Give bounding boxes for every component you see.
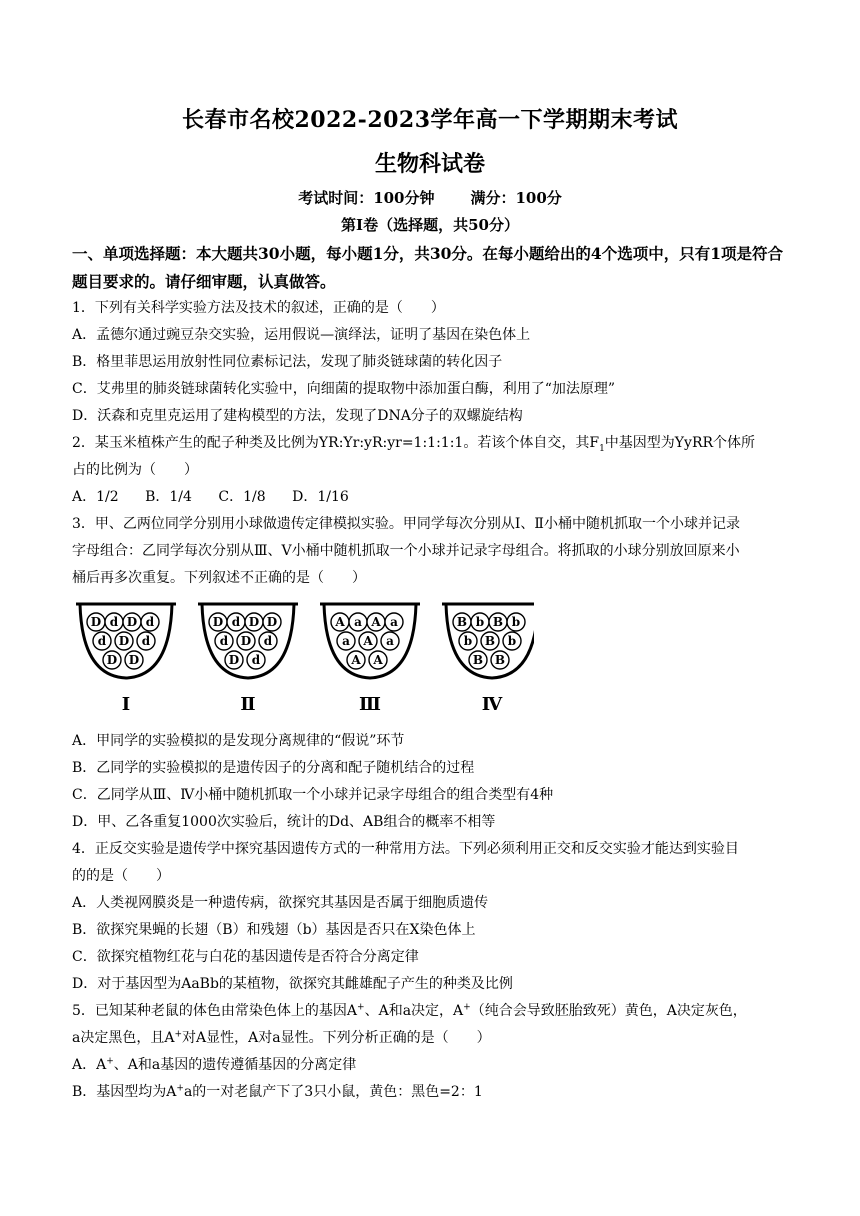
bucket-2: [198, 604, 298, 715]
full-score: 满分：100分: [470, 189, 562, 207]
ball-label: D: [212, 615, 224, 629]
ball-label: D: [118, 634, 130, 648]
q4-option-b: B．欲探究果蝇的长翅（B）和残翅（b）基因是否只在X染色体上: [72, 922, 476, 938]
exam-title: 长春市名校2022-2023学年高一下学期期末考试: [181, 107, 679, 133]
section-instructions: 一、单项选择题：本大题共30小题，每小题1分，共30分。在每小题给出的4个选项中，只有1项是符合题目要求的。请仔细审题，认真做答。: [72, 244, 783, 291]
ball-label: b: [475, 615, 485, 629]
ball-label: b: [511, 615, 521, 629]
ball-label: D: [266, 615, 278, 629]
q2-option-a: A．1/2: [72, 489, 119, 505]
ball-label: d: [251, 653, 261, 667]
q5-stem-b: 、A和a决定，A: [364, 1003, 464, 1019]
ball-label: B: [484, 634, 496, 648]
ball-label: D: [126, 615, 138, 629]
ball-label: a: [386, 634, 394, 648]
bucket-3: [320, 604, 420, 715]
bucket-label: Ⅲ: [359, 694, 381, 715]
ball-label: B: [492, 615, 504, 629]
exam-meta: [0, 187, 860, 208]
q1-stem: 1．下列有关科学实验方法及技术的叙述，正确的是（ ）: [72, 300, 445, 316]
ball-label: D: [228, 653, 240, 667]
q5-option-a: [72, 1054, 356, 1074]
q2-stem-line1: [72, 432, 755, 454]
q4-option-c: C．欲探究植物红花与白花的基因遗传是否符合分离定律: [72, 949, 419, 965]
q5-stem-line2: [72, 1027, 491, 1047]
bucket-4: [442, 604, 534, 715]
ball-label: A: [335, 615, 345, 629]
q5-stem2-a: a决定黑色，且A: [72, 1030, 175, 1046]
q3-stem-line2: 字母组合：乙同学每次分别从Ⅲ、Ⅴ小桶中随机抓取一个小球并记录字母组合。将抓取的小球分别放回原来小: [72, 543, 740, 559]
q2-option-b: B．1/4: [145, 489, 192, 505]
q4-option-d: D．对于基因型为AaBb的某植物，欲探究其雌雄配子产生的种类及比例: [72, 976, 513, 992]
ball-label: d: [109, 615, 119, 629]
ball-label: d: [97, 634, 107, 648]
q3-option-a: A．甲同学的实验模拟的是发现分离规律的“假说”环节: [72, 733, 405, 749]
q5-sup: +: [106, 1056, 114, 1067]
ball-label: B: [494, 653, 506, 667]
ball-label: d: [231, 615, 241, 629]
q5-a-b: 、A和a基因的遗传遵循基因的分离定律: [113, 1057, 357, 1073]
ball-label: A: [351, 653, 361, 667]
ball-label: D: [248, 615, 260, 629]
q5-stem2-b: 对A显性，A对a显性。下列分析正确的是（ ）: [182, 1030, 491, 1046]
q3-stem-line3: 桶后再多次重复。下列叙述不正确的是（ ）: [72, 570, 366, 586]
q5-sup: +: [463, 1002, 471, 1013]
q3-option-c: C．乙同学从Ⅲ、Ⅳ小桶中随机抓取一个小球并记录字母组合的组合类型有4种: [72, 787, 554, 803]
q5-stem-c: （纯合会导致胚胎致死）黄色，A决定灰色，: [470, 1003, 747, 1019]
q4-stem-line2: 的的是（ ）: [72, 868, 170, 884]
q3-option-b: B．乙同学的实验模拟的是遗传因子的分离和配子随机结合的过程: [72, 760, 475, 776]
bucket-label: Ⅱ: [240, 694, 256, 715]
part-heading: 第Ⅰ卷（选择题，共50分）: [341, 216, 519, 234]
exam-time: 考试时间：100分钟: [298, 189, 435, 207]
ball-label: b: [463, 634, 473, 648]
q3-stem-line1: 3．甲、乙两位同学分别用小球做遗传定律模拟实验。甲同学每次分别从Ⅰ、Ⅱ小桶中随机抓取一个小球并记录: [72, 516, 740, 532]
q5-sup: +: [176, 1083, 184, 1094]
q5-sup: +: [174, 1029, 183, 1040]
q5-b-a: B．基因型均为A: [72, 1084, 177, 1100]
ball-label: a: [342, 634, 350, 648]
q5-option-b: [72, 1081, 483, 1101]
bucket-1: [76, 604, 176, 715]
q5-stem-a: 5．已知某种老鼠的体色由常染色体上的基因A: [72, 1003, 358, 1019]
q4-stem-line1: 4．正反交实验是遗传学中探究基因遗传方式的一种常用方法。下列必须利用正交和反交实验才能达到实验目: [72, 841, 739, 857]
q5-sup: +: [357, 1002, 365, 1013]
q5-stem-line1: [72, 1000, 747, 1020]
bucket-figure: [74, 598, 534, 718]
q4-option-a: A．人类视网膜炎是一种遗传病，欲探究其基因是否属于细胞质遗传: [72, 895, 489, 911]
q1-option-a: A．孟德尔通过豌豆杂交实验，运用假说—演绎法，证明了基因在染色体上: [72, 327, 531, 343]
ball-label: D: [128, 653, 140, 667]
q2-options: [72, 486, 371, 506]
ball-label: d: [263, 634, 273, 648]
ball-label: B: [456, 615, 468, 629]
ball-label: D: [240, 634, 252, 648]
q2-stem-b: 中基因型为YyRR个体所: [604, 435, 756, 451]
ball-label: B: [472, 653, 484, 667]
exam-subtitle: 生物科试卷: [374, 151, 485, 177]
ball-label: a: [354, 615, 362, 629]
ball-label: A: [371, 615, 381, 629]
q1-option-b: B．格里菲思运用放射性同位素标记法，发现了肺炎链球菌的转化因子: [72, 354, 503, 370]
ball-label: a: [390, 615, 398, 629]
q2-stem-a: 2．某玉米植株产生的配子种类及比例为YR:Yr:yR:yr=1:1:1:1。若该个体自交，其F: [72, 435, 600, 451]
ball-label: d: [141, 634, 151, 648]
q1-option-c: C．艾弗里的肺炎链球菌转化实验中，向细菌的提取物中添加蛋白酶，利用了“加法原理”: [72, 381, 616, 397]
q2-option-d: D．1/16: [292, 489, 349, 505]
q2-option-c: C．1/8: [218, 489, 266, 505]
bucket-label: Ⅰ: [121, 694, 131, 715]
q5-b-b: a的一对老鼠产下了3只小鼠，黄色：黑色=2：1: [183, 1084, 483, 1100]
ball-label: D: [106, 653, 118, 667]
q5-a-a: A．A: [72, 1057, 107, 1073]
ball-label: A: [373, 653, 383, 667]
q1-option-d: D．沃森和克里克运用了建构模型的方法，发现了DNA分子的双螺旋结构: [72, 408, 523, 424]
ball-label: D: [90, 615, 102, 629]
ball-label: A: [363, 634, 373, 648]
ball-label: b: [507, 634, 517, 648]
q3-option-d: D．甲、乙各重复1000次实验后，统计的Dd、AB组合的概率不相等: [72, 814, 496, 830]
q2-stem-sub: 1: [599, 443, 605, 454]
ball-label: d: [219, 634, 229, 648]
ball-label: d: [145, 615, 155, 629]
q2-stem-line2: 占的比例为（ ）: [72, 462, 198, 478]
bucket-label: Ⅳ: [481, 694, 503, 715]
